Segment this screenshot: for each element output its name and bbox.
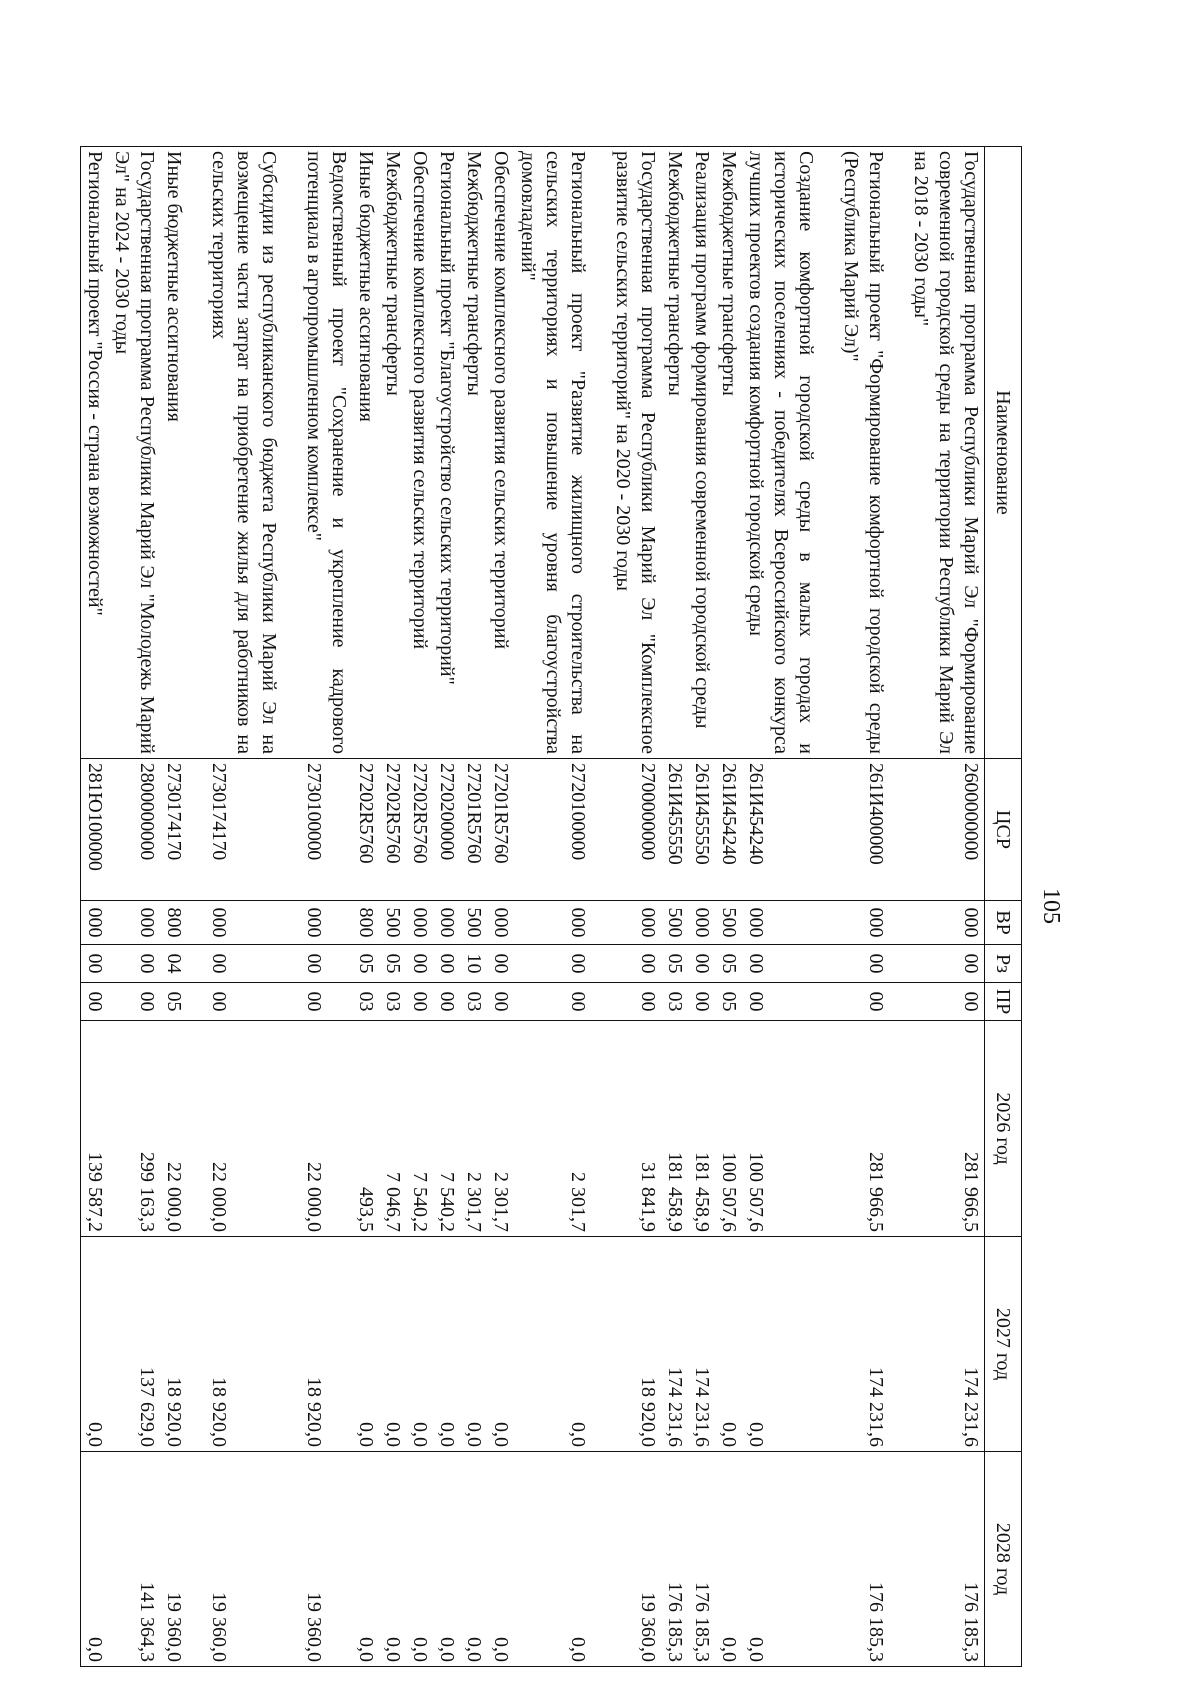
row-vr: 000 [433, 901, 460, 945]
row-rz: 00 [300, 945, 352, 983]
row-rz: 00 [205, 945, 282, 983]
row-2028: 176 185,3 [688, 1452, 715, 1667]
row-csr: 281Ю100000 [81, 759, 109, 901]
spacer-cell [889, 147, 907, 759]
table-row [742, 147, 819, 1667]
rotated-page [84, 146, 1064, 1666]
row-2028: 0,0 [514, 1452, 591, 1667]
spacer-cell [591, 945, 609, 983]
row-spacer [889, 147, 907, 1667]
row-2026: 299 163,3 [108, 1021, 160, 1237]
table-row [609, 147, 661, 1667]
row-csr: 27201R5760 [487, 759, 514, 901]
row-name: Обеспечение комплексного развития сельских территорий [487, 147, 514, 759]
spacer-cell [819, 147, 837, 759]
row-2026: 281 966,5 [837, 1021, 889, 1237]
row-2026: 181 458,9 [688, 1021, 715, 1237]
row-2028: 0,0 [487, 1452, 514, 1667]
row-2026: 22 000,0 [160, 1021, 187, 1237]
table-row [907, 147, 985, 1667]
row-pr: 05 [715, 983, 742, 1021]
spacer-cell [591, 1237, 609, 1452]
spacer-cell [187, 147, 205, 759]
row-2026: 2 301,7 [514, 1021, 591, 1237]
row-csr: 2730174170 [160, 759, 187, 901]
row-rz: 00 [514, 945, 591, 983]
row-2027: 0,0 [460, 1237, 487, 1452]
row-spacer [282, 147, 300, 1667]
row-2028: 176 185,3 [837, 1452, 889, 1667]
row-2027: 0,0 [433, 1237, 460, 1452]
header-2027: 2027 год [985, 1237, 1022, 1452]
row-name: Региональный проект "Россия - страна возможностей" [81, 147, 109, 759]
table-row [514, 147, 591, 1667]
row-pr: 03 [352, 983, 379, 1021]
row-pr: 05 [160, 983, 187, 1021]
table-row [406, 147, 433, 1667]
row-2027: 137 629,0 [108, 1237, 160, 1452]
row-2027: 174 231,6 [837, 1237, 889, 1452]
spacer-cell [187, 983, 205, 1021]
row-2028: 141 364,3 [108, 1452, 160, 1667]
row-2026: 100 507,6 [742, 1021, 819, 1237]
spacer-cell [187, 1452, 205, 1667]
row-rz: 00 [742, 945, 819, 983]
row-csr: 2720100000 [514, 759, 591, 901]
row-rz: 10 [460, 945, 487, 983]
row-name: Реализация программ формирования современной городской среды [688, 147, 715, 759]
row-csr: 2730174170 [205, 759, 282, 901]
row-pr: 00 [907, 983, 985, 1021]
row-rz: 00 [837, 945, 889, 983]
row-rz: 00 [108, 945, 160, 983]
spacer-cell [187, 901, 205, 945]
row-csr: 261И454240 [715, 759, 742, 901]
row-csr: 27202R5760 [406, 759, 433, 901]
row-2028: 0,0 [433, 1452, 460, 1667]
spacer-cell [819, 901, 837, 945]
row-pr: 03 [661, 983, 688, 1021]
row-2028: 0,0 [406, 1452, 433, 1667]
header-rz: Рз [985, 945, 1022, 983]
row-2027: 0,0 [81, 1237, 109, 1452]
row-rz: 00 [406, 945, 433, 983]
row-csr: 27201R5760 [460, 759, 487, 901]
row-rz: 05 [352, 945, 379, 983]
table-row [837, 147, 889, 1667]
row-2027: 174 231,6 [907, 1237, 985, 1452]
spacer-cell [282, 1452, 300, 1667]
row-2027: 174 231,6 [661, 1237, 688, 1452]
spacer-cell [819, 1452, 837, 1667]
header-2026: 2026 год [985, 1021, 1022, 1237]
row-pr: 00 [837, 983, 889, 1021]
spacer-cell [889, 901, 907, 945]
page-number: 105 [1038, 888, 1064, 924]
header-name: Наименование [985, 147, 1022, 759]
row-name: Иные бюджетные ассигнования [160, 147, 187, 759]
row-2028: 19 360,0 [300, 1452, 352, 1667]
row-2026: 7 540,2 [406, 1021, 433, 1237]
spacer-cell [889, 759, 907, 901]
row-vr: 000 [742, 901, 819, 945]
row-vr: 000 [688, 901, 715, 945]
row-name: Государственная программа Республики Марий Эл "Формирование современной городской среды на территории Республики Марий Эл на 2018 - 2030 годы" [907, 147, 985, 759]
spacer-cell [282, 1237, 300, 1452]
row-rz: 04 [160, 945, 187, 983]
row-pr: 00 [433, 983, 460, 1021]
spacer-cell [282, 983, 300, 1021]
row-vr: 000 [837, 901, 889, 945]
spacer-cell [282, 945, 300, 983]
row-vr: 000 [300, 901, 352, 945]
row-vr: 000 [514, 901, 591, 945]
row-pr: 00 [487, 983, 514, 1021]
row-2026: 2 301,7 [460, 1021, 487, 1237]
row-2027: 0,0 [379, 1237, 406, 1452]
table-body [81, 147, 985, 1667]
table-row [433, 147, 460, 1667]
spacer-cell [889, 1452, 907, 1667]
row-vr: 000 [609, 901, 661, 945]
row-vr: 000 [205, 901, 282, 945]
row-name: Государственная программа Республики Марий Эл "Комплексное развитие сельских территорий" на 2020 - 2030 годы [609, 147, 661, 759]
row-spacer [187, 147, 205, 1667]
header-vr: ВР [985, 901, 1022, 945]
spacer-cell [282, 1021, 300, 1237]
row-csr: 261И455550 [688, 759, 715, 901]
row-vr: 800 [160, 901, 187, 945]
table-row [379, 147, 406, 1667]
row-rz: 05 [715, 945, 742, 983]
row-name: Иные бюджетные ассигнования [352, 147, 379, 759]
row-2026: 2 301,7 [487, 1021, 514, 1237]
row-name: Ведомственный проект "Сохранение и укрепление кадрового потенциала в агропромышленном комплексе" [300, 147, 352, 759]
row-vr: 500 [460, 901, 487, 945]
row-2027: 0,0 [487, 1237, 514, 1452]
row-pr: 00 [742, 983, 819, 1021]
row-name: Межбюджетные трансферты [715, 147, 742, 759]
row-name: Государственная программа Республики Марий Эл "Молодежь Марий Эл" на 2024 - 2030 годы [108, 147, 160, 759]
row-csr: 27202R5760 [379, 759, 406, 901]
row-pr: 00 [406, 983, 433, 1021]
table-row [300, 147, 352, 1667]
row-pr: 00 [108, 983, 160, 1021]
row-csr: 2720200000 [433, 759, 460, 901]
row-2028: 0,0 [460, 1452, 487, 1667]
table-row [352, 147, 379, 1667]
row-csr: 2800000000 [108, 759, 160, 901]
row-pr: 00 [300, 983, 352, 1021]
table-row [715, 147, 742, 1667]
spacer-cell [282, 901, 300, 945]
row-2027: 0,0 [715, 1237, 742, 1452]
row-2027: 18 920,0 [160, 1237, 187, 1452]
row-csr: 261И400000 [837, 759, 889, 901]
row-vr: 000 [406, 901, 433, 945]
budget-table [80, 146, 1022, 1667]
row-2026: 181 458,9 [661, 1021, 688, 1237]
row-pr: 00 [688, 983, 715, 1021]
row-2027: 18 920,0 [205, 1237, 282, 1452]
row-rz: 00 [688, 945, 715, 983]
spacer-cell [187, 1237, 205, 1452]
row-2027: 0,0 [406, 1237, 433, 1452]
row-2028: 0,0 [742, 1452, 819, 1667]
row-csr: 2700000000 [609, 759, 661, 901]
row-2027: 0,0 [514, 1237, 591, 1452]
row-vr: 000 [907, 901, 985, 945]
row-2028: 176 185,3 [661, 1452, 688, 1667]
spacer-cell [591, 1452, 609, 1667]
row-rz: 00 [487, 945, 514, 983]
row-vr: 500 [715, 901, 742, 945]
row-2028: 176 185,3 [907, 1452, 985, 1667]
row-2028: 19 360,0 [160, 1452, 187, 1667]
spacer-cell [591, 147, 609, 759]
row-name: Обеспечение комплексного развития сельских территорий [406, 147, 433, 759]
row-csr: 261И455550 [661, 759, 688, 901]
row-2028: 0,0 [715, 1452, 742, 1667]
spacer-cell [819, 983, 837, 1021]
spacer-cell [819, 945, 837, 983]
spacer-cell [819, 1237, 837, 1452]
row-pr: 00 [609, 983, 661, 1021]
row-2027: 18 920,0 [609, 1237, 661, 1452]
table-row [661, 147, 688, 1667]
row-name: Межбюджетные трансферты [460, 147, 487, 759]
spacer-cell [889, 1237, 907, 1452]
row-2026: 22 000,0 [205, 1021, 282, 1237]
row-name: Межбюджетные трансферты [661, 147, 688, 759]
row-2027: 0,0 [352, 1237, 379, 1452]
table-row [108, 147, 160, 1667]
row-csr: 2600000000 [907, 759, 985, 901]
spacer-cell [591, 759, 609, 901]
row-2026: 22 000,0 [300, 1021, 352, 1237]
row-2027: 18 920,0 [300, 1237, 352, 1452]
spacer-cell [591, 901, 609, 945]
row-vr: 000 [81, 901, 109, 945]
row-rz: 00 [609, 945, 661, 983]
row-2026: 7 540,2 [433, 1021, 460, 1237]
row-vr: 500 [661, 901, 688, 945]
row-name: Региональный проект "Благоустройство сельских территорий" [433, 147, 460, 759]
spacer-cell [889, 945, 907, 983]
row-rz: 05 [661, 945, 688, 983]
spacer-cell [819, 759, 837, 901]
spacer-cell [282, 759, 300, 901]
table-row [81, 147, 109, 1667]
header-row [985, 147, 1022, 1667]
spacer-cell [282, 147, 300, 759]
row-rz: 00 [81, 945, 109, 983]
row-2028: 19 360,0 [205, 1452, 282, 1667]
row-name: Межбюджетные трансферты [379, 147, 406, 759]
row-2028: 19 360,0 [609, 1452, 661, 1667]
row-csr: 261И454240 [742, 759, 819, 901]
spacer-cell [187, 759, 205, 901]
row-name: Региональный проект "Развитие жилищного строительства на сельских территориях и повышение уровня благоустройства домовладений" [514, 147, 591, 759]
row-spacer [819, 147, 837, 1667]
row-2026: 7 046,7 [379, 1021, 406, 1237]
header-2028: 2028 год [985, 1452, 1022, 1667]
row-2026: 100 507,6 [715, 1021, 742, 1237]
row-vr: 000 [108, 901, 160, 945]
table-row [487, 147, 514, 1667]
spacer-cell [889, 983, 907, 1021]
row-rz: 00 [433, 945, 460, 983]
spacer-cell [591, 983, 609, 1021]
row-vr: 500 [379, 901, 406, 945]
spacer-cell [591, 1021, 609, 1237]
row-rz: 05 [379, 945, 406, 983]
spacer-cell [889, 1021, 907, 1237]
row-pr: 00 [205, 983, 282, 1021]
row-pr: 00 [514, 983, 591, 1021]
row-pr: 03 [379, 983, 406, 1021]
header-csr: ЦСР [985, 759, 1022, 901]
row-rz: 00 [907, 945, 985, 983]
row-2026: 493,5 [352, 1021, 379, 1237]
row-2027: 0,0 [742, 1237, 819, 1452]
row-2026: 31 841,9 [609, 1021, 661, 1237]
row-pr: 00 [81, 983, 109, 1021]
spacer-cell [819, 1021, 837, 1237]
row-2026: 139 587,2 [81, 1021, 109, 1237]
spacer-cell [187, 945, 205, 983]
row-vr: 000 [487, 901, 514, 945]
table-row [160, 147, 187, 1667]
header-pr: ПР [985, 983, 1022, 1021]
row-2026: 281 966,5 [907, 1021, 985, 1237]
row-csr: 2730100000 [300, 759, 352, 901]
row-spacer [591, 147, 609, 1667]
row-2028: 0,0 [379, 1452, 406, 1667]
row-name: Субсидии из республиканского бюджета Республики Марий Эл на возмещение части затрат на приобретение жилья для работников на сельских территориях [205, 147, 282, 759]
table-row [460, 147, 487, 1667]
table-row [688, 147, 715, 1667]
row-2027: 174 231,6 [688, 1237, 715, 1452]
row-name: Региональный проект "Формирование комфортной городской среды (Республика Марий Эл)" [837, 147, 889, 759]
row-pr: 03 [460, 983, 487, 1021]
row-vr: 800 [352, 901, 379, 945]
row-2028: 0,0 [81, 1452, 109, 1667]
row-csr: 27202R5760 [352, 759, 379, 901]
table-row [205, 147, 282, 1667]
spacer-cell [187, 1021, 205, 1237]
row-name: Создание комфортной городской среды в малых городах и исторических поселениях - победителях Всероссийского конкурса лучших проектов создания комфортной городской среды [742, 147, 819, 759]
row-2028: 0,0 [352, 1452, 379, 1667]
